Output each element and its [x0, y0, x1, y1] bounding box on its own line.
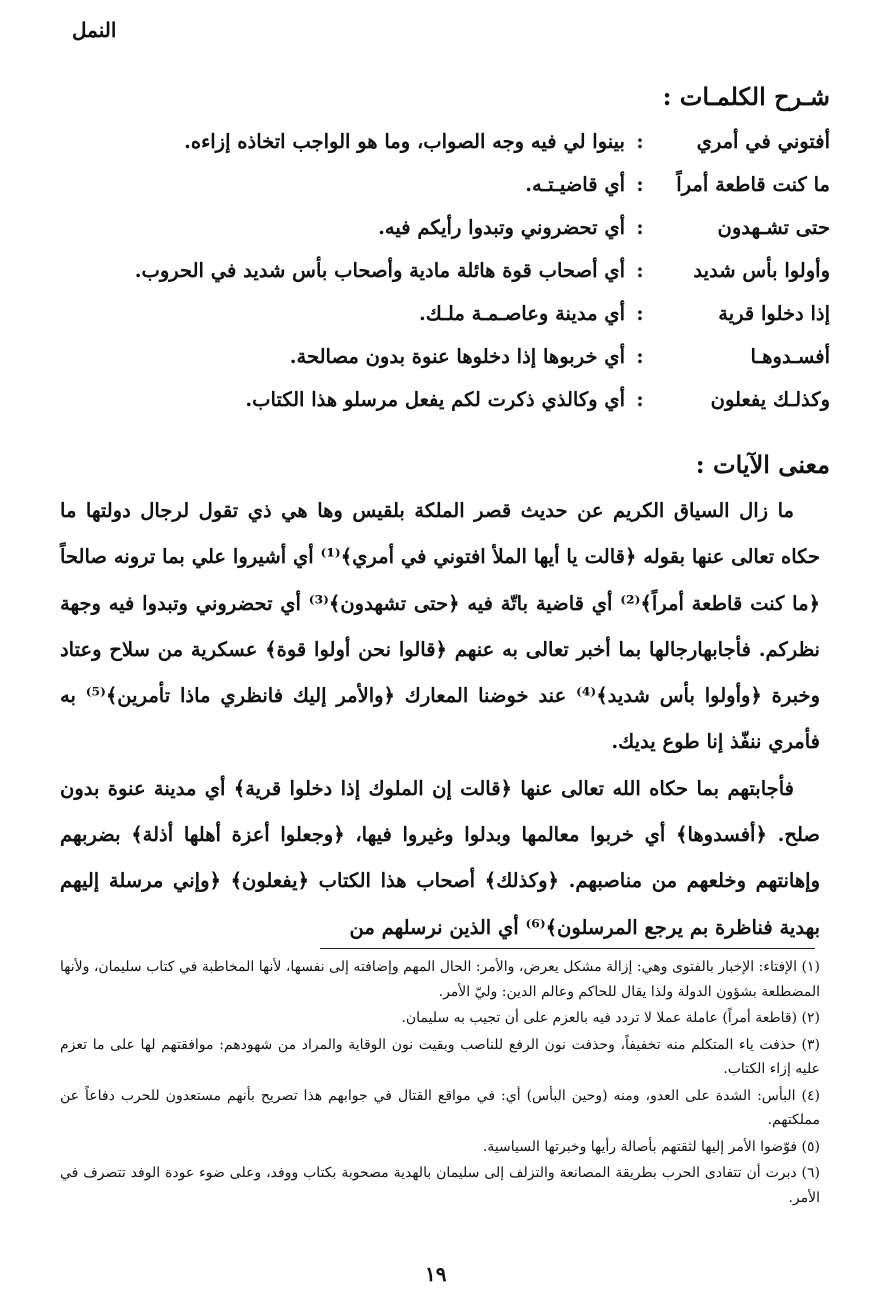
- footnote: (٢) (قاطعة أمراً) عاملة عملا لا تردد فيه بالعزم على أن تجيب به سليمان.: [401, 1010, 820, 1026]
- meaning-body: [60, 488, 820, 951]
- footnotes: [60, 955, 820, 1212]
- glossary-heading: شـرح الكلمـات :: [662, 82, 830, 111]
- glossary-row: [50, 173, 830, 216]
- footnote-divider: [320, 948, 815, 949]
- footnote: (١) الإفتاء: الإخبار بالفتوى وهي: إزالة مشكل يعرض، والأمر: الحال المهم وإضافته إلى نفسها، لأنها المخاطبة في كتاب سليمان، ولأنها المضطلعة بشؤون الدولة ولذا يقال للحاكم وعالم الدين: وليّ الأمر.: [60, 959, 820, 1000]
- glossary-term: وأولوا بأس شديد: [693, 259, 830, 282]
- glossary-colon: :: [636, 259, 644, 282]
- glossary-term: إذا دخلوا قرية: [718, 302, 830, 325]
- glossary-row: [50, 130, 830, 173]
- glossary-colon: :: [636, 173, 644, 196]
- glossary-term: حتى تشـهدون: [717, 216, 830, 239]
- glossary-row: [50, 388, 830, 431]
- footnote: (٦) دبرت أن تتفادى الحرب بطريقة المصانعة والتزلف إلى سليمان بالهدية مصحوبة بكتاب ووفد، وعلى ضوء عودة الوفد تتصرف في الأمر.: [60, 1165, 820, 1206]
- glossary-definition: بينوا لي فيه وجه الصواب، وما هو الواجب اتخاذه إزاءه.: [184, 130, 625, 153]
- glossary-colon: :: [636, 130, 644, 153]
- glossary-colon: :: [636, 216, 644, 239]
- glossary-colon: :: [636, 302, 644, 325]
- glossary-definition: أي خربوها إذا دخلوها عنوة بدون مصالحة.: [289, 345, 625, 368]
- meaning-paragraph: ما زال السياق الكريم عن حديث قصر الملكة بلقيس وها هي ذي تقول لرجال دولتها ما حكاه تعالى عنها بقوله ﴿قالت يا أيها الملأ افتوني في أمري﴾⁽¹⁾ أي أشيروا علي بما ترونه صالحاً ﴿ما كنت قاطعة أمراً﴾⁽²⁾ أي قاضية باتّة فيه ﴿حتى تشهدون﴾⁽³⁾ أي تحضروني وتبدوا فيه وجهة نظركم. فأجابهارجالها بما أخبر تعالى به عنهم ﴿قالوا نحن أولوا قوة﴾ عسكرية من سلاح وعتاد وخبرة ﴿وأولوا بأس شديد﴾⁽⁴⁾ عند خوضنا المعارك ﴿والأمر إليك فانظري ماذا تأمرين﴾⁽⁵⁾ به فأمري ننفّذ إنا طوع يديك.: [60, 499, 821, 754]
- glossary-row: [50, 302, 830, 345]
- running-header-surah-name: النمل: [72, 18, 117, 42]
- page-number: ١٩: [425, 1262, 447, 1286]
- glossary-colon: :: [636, 388, 644, 411]
- glossary-row: [50, 345, 830, 388]
- glossary-term: أفسـدوهـا: [750, 345, 830, 368]
- glossary-definition: أي وكالذي ذكرت لكم يفعل مرسلو هذا الكتاب.: [245, 388, 625, 411]
- glossary-term: وكذلـك يفعلون: [710, 388, 830, 411]
- glossary-row: [50, 216, 830, 259]
- footnote: (٥) فوّضوا الأمر إليها لثقتهم بأصالة رأيها وخبرتها السياسية.: [482, 1138, 820, 1155]
- meaning-paragraph: فأجابتهم بما حكاه الله تعالى عنها ﴿قالت إن الملوك إذا دخلوا قرية﴾ أي مدينة عنوة بدون صلح. ﴿أفسدوها﴾ أي خربوا معالمها وبدلوا وغيروا فيها، ﴿وجعلوا أعزة أهلها أذلة﴾ بضربهم وإهانتهم وخلعهم من مناصبهم. ﴿وكذلك﴾ أصحاب هذا الكتاب ﴿يفعلون﴾ ﴿وإني مرسلة إليهم بهدية فناظرة بم يرجع المرسلون﴾⁽⁶⁾ أي الذين نرسلهم من: [60, 776, 820, 939]
- glossary-definition: أي أصحاب قوة هائلة مادية وأصحاب بأس شديد في الحروب.: [134, 259, 625, 282]
- glossary-definition: أي مدينة وعاصـمـة ملـك.: [418, 302, 625, 325]
- footnote: (٤) البأس: الشدة على العدو، ومنه (وحين البأس) أي: في مواقع القتال في جوابهم هذا تصريح بأنهم مستعدون للحرب دفاعاً عن مملكتهم.: [60, 1087, 820, 1128]
- glossary-term: ما كنت قاطعة أمراً: [676, 173, 830, 196]
- glossary-definition: أي تحضروني وتبدوا رأيكم فيه.: [378, 216, 625, 239]
- glossary-list: [50, 130, 830, 431]
- meaning-heading: معنى الآيات :: [695, 450, 830, 479]
- glossary-definition: أي قاضيـتـه.: [525, 173, 625, 196]
- glossary-colon: :: [636, 345, 644, 368]
- glossary-term: أفتوني في أمري: [696, 130, 830, 153]
- footnote: (٣) حذفت ياء المتكلم منه تخفيفاً، وحذفت نون الرفع للناصب وبقيت نون الوقاية والمراد من شهودهم: موافقتهم لها على ما تعزم عليه إزاء الكتاب.: [60, 1036, 820, 1077]
- glossary-row: [50, 259, 830, 302]
